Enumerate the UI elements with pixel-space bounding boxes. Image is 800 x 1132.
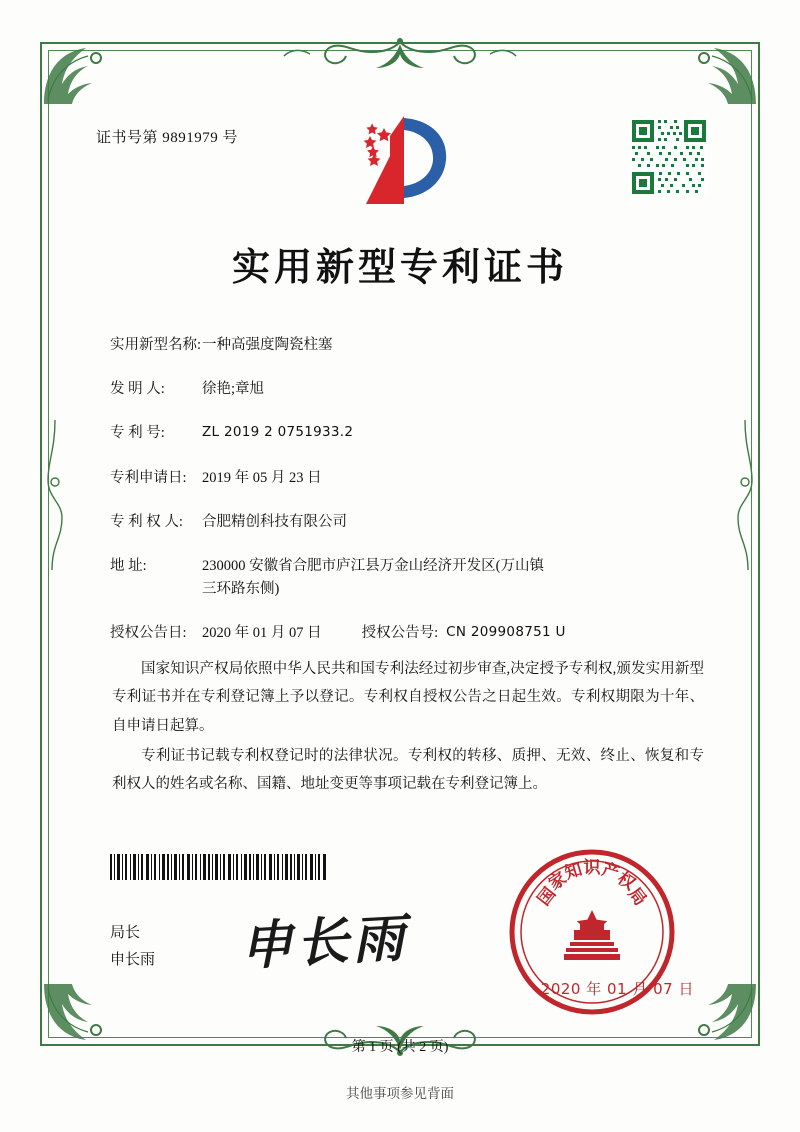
field-row — [110, 511, 704, 534]
paragraph-2: 专利证书记载专利权登记时的法律状况。专利权的转移、质押、无效、终止、恢复和专利权人的姓名或名称、国籍、地址变更等事项记载在专利登记簿上。 — [112, 747, 704, 793]
svg-text:家: 家 — [545, 868, 571, 895]
field-value-application-date: 2019 年 05 月 23 日 — [202, 469, 322, 486]
side-flourish-icon — [42, 420, 68, 570]
field-row — [110, 555, 704, 601]
top-flourish-icon — [250, 38, 550, 78]
field-value-patent-number: ZL 2019 2 0751933.2 — [202, 424, 354, 441]
field-row — [110, 467, 704, 490]
field-label-inventor: 发 明 人: — [110, 381, 165, 398]
qr-code-icon — [630, 118, 708, 196]
certificate-number: 证书号第 9891979 号 — [96, 130, 239, 146]
barcode-icon — [110, 854, 326, 880]
body-text — [112, 655, 704, 800]
field-label-application-date: 专利申请日: — [110, 469, 187, 486]
field-label-address: 地 址: — [110, 557, 147, 574]
field-value-grant-date: 2020 年 01 月 07 日 — [202, 625, 322, 642]
corner-ornament-icon — [42, 982, 114, 1044]
handwritten-signature: 申长雨 — [238, 907, 410, 978]
field-row-grant — [110, 622, 704, 645]
field-row — [110, 378, 704, 401]
field-label-patentee: 专 利 权 人: — [110, 513, 183, 530]
page-title: 实用新型专利证书 — [231, 244, 568, 289]
field-row — [110, 334, 704, 357]
field-row — [110, 422, 704, 445]
field-label-grant-number: 授权公告号: — [361, 625, 439, 642]
field-label-grant-date: 授权公告日: — [110, 625, 187, 642]
signature-role: 局长 — [110, 925, 141, 941]
address-line-1: 230000 安徽省合肥市庐江县万金山经济开发区(万山镇 — [202, 557, 544, 574]
address-line-2: 三环路东侧) — [202, 581, 280, 598]
svg-text:国: 国 — [533, 884, 561, 910]
paragraph-1: 国家知识产权局依照中华人民共和国专利法经过初步审查,决定授予专利权,颁发实用新型专利证书并在专利登记簿上予以登记。专利权自授权公告之日起生效。专利权期限为十年、自申请日起算。 — [112, 661, 704, 734]
corner-ornament-icon — [686, 982, 758, 1044]
footnote: 其他事项参见背面 — [346, 1086, 454, 1101]
field-value-inventor: 徐艳;章旭 — [202, 381, 265, 398]
side-flourish-icon — [732, 420, 758, 570]
svg-text:识: 识 — [583, 858, 601, 878]
field-value-utility-model-name: 一种高强度陶瓷柱塞 — [202, 337, 333, 353]
signature-name: 申长雨 — [110, 952, 156, 968]
field-value-patentee: 合肥精创科技有限公司 — [202, 513, 347, 530]
field-label-patent-number: 专 利 号: — [110, 425, 165, 442]
corner-ornament-icon — [686, 44, 758, 106]
signature-block — [110, 920, 155, 974]
svg-text:知: 知 — [562, 859, 585, 884]
field-list — [110, 334, 704, 664]
seal-date: 2020 年 01 月 07 日 — [540, 980, 694, 998]
svg-text:权: 权 — [613, 868, 639, 895]
cnipa-logo-icon — [340, 110, 460, 210]
field-label-utility-model-name: 实用新型名称: — [110, 337, 202, 353]
field-value-address — [202, 555, 704, 601]
page-number: 第 1 页 (共 2 页) — [351, 1040, 449, 1055]
corner-ornament-icon — [42, 44, 114, 106]
svg-text:局: 局 — [623, 884, 651, 910]
field-value-grant-number: CN 209908751 U — [446, 624, 566, 641]
svg-text:产: 产 — [599, 859, 622, 884]
